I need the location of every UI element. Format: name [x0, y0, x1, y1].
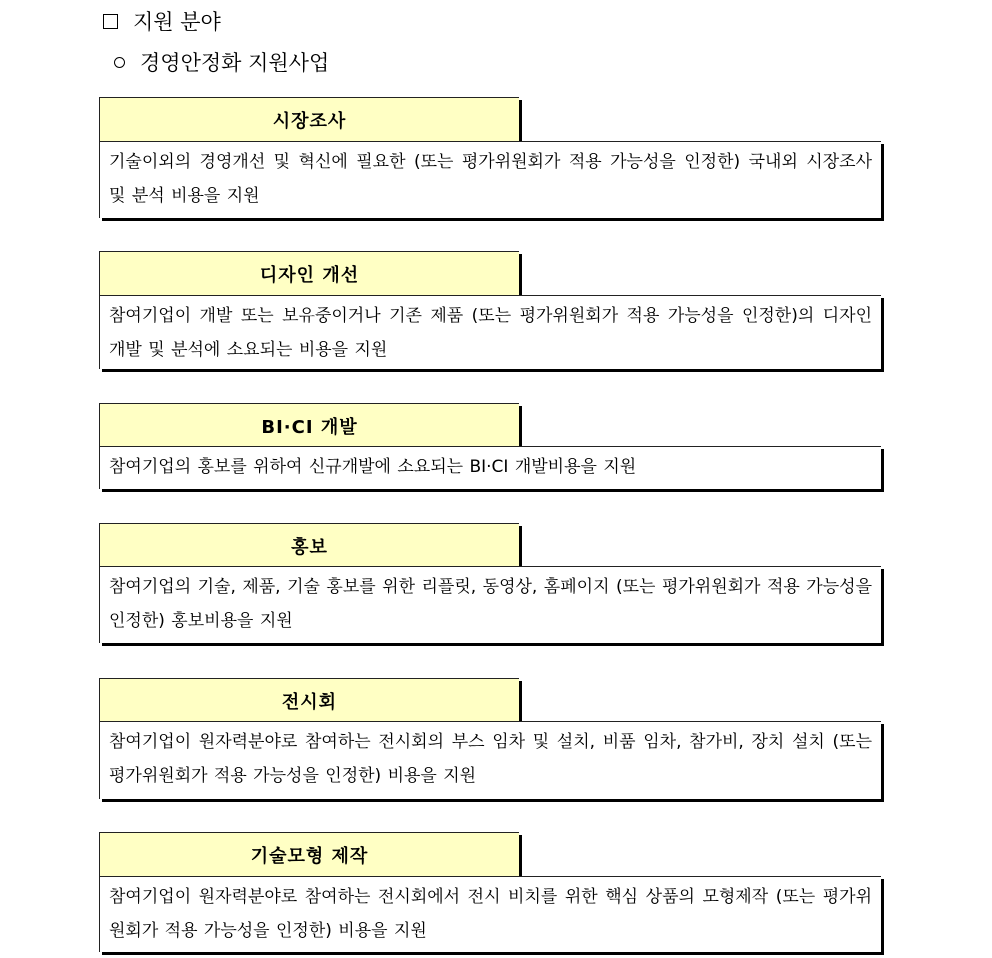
- item-description: 참여기업이 원자력분야로 참여하는 전시회에서 전시 비치를 위한 핵심 상품의 모형제작 (또는 평가위원회가 적용 가능성을 인정한) 비용을 지원: [99, 876, 881, 952]
- section-title: 지원 분야: [133, 10, 221, 34]
- circle-bullet-icon: [114, 57, 125, 68]
- item-description: 참여기업의 홍보를 위하여 신규개발에 소요되는 BI·CI 개발비용을 지원: [99, 446, 881, 489]
- subsection-title: 경영안정화 지원사업: [140, 51, 330, 75]
- subsection-heading: [114, 47, 329, 77]
- item-description: 참여기업이 원자력분야로 참여하는 전시회의 부스 임차 및 설치, 비품 임차, 참가비, 장치 설치 (또는 평가위원회가 적용 가능성을 인정한) 비용을 지원: [99, 721, 881, 799]
- item-title: 디자인 개선: [99, 251, 519, 295]
- checkbox-icon: [103, 14, 118, 29]
- section-heading: [103, 6, 221, 36]
- item-title: BI·CI 개발: [99, 403, 519, 447]
- item-title: 전시회: [99, 678, 519, 722]
- item-description: 참여기업이 개발 또는 보유중이거나 기존 제품 (또는 평가위원회가 적용 가능성을 인정한)의 디자인 개발 및 분석에 소요되는 비용을 지원: [99, 295, 881, 369]
- item-title: 홍보: [99, 523, 519, 567]
- item-title: 시장조사: [99, 97, 519, 141]
- item-title: 기술모형 제작: [99, 832, 519, 876]
- item-description: 기술이외의 경영개선 및 혁신에 필요한 (또는 평가위원회가 적용 가능성을 인정한) 국내외 시장조사 및 분석 비용을 지원: [99, 141, 881, 218]
- item-description: 참여기업의 기술, 제품, 기술 홍보를 위한 리플릿, 동영상, 홈페이지 (또는 평가위원회가 적용 가능성을 인정한) 홍보비용을 지원: [99, 566, 881, 643]
